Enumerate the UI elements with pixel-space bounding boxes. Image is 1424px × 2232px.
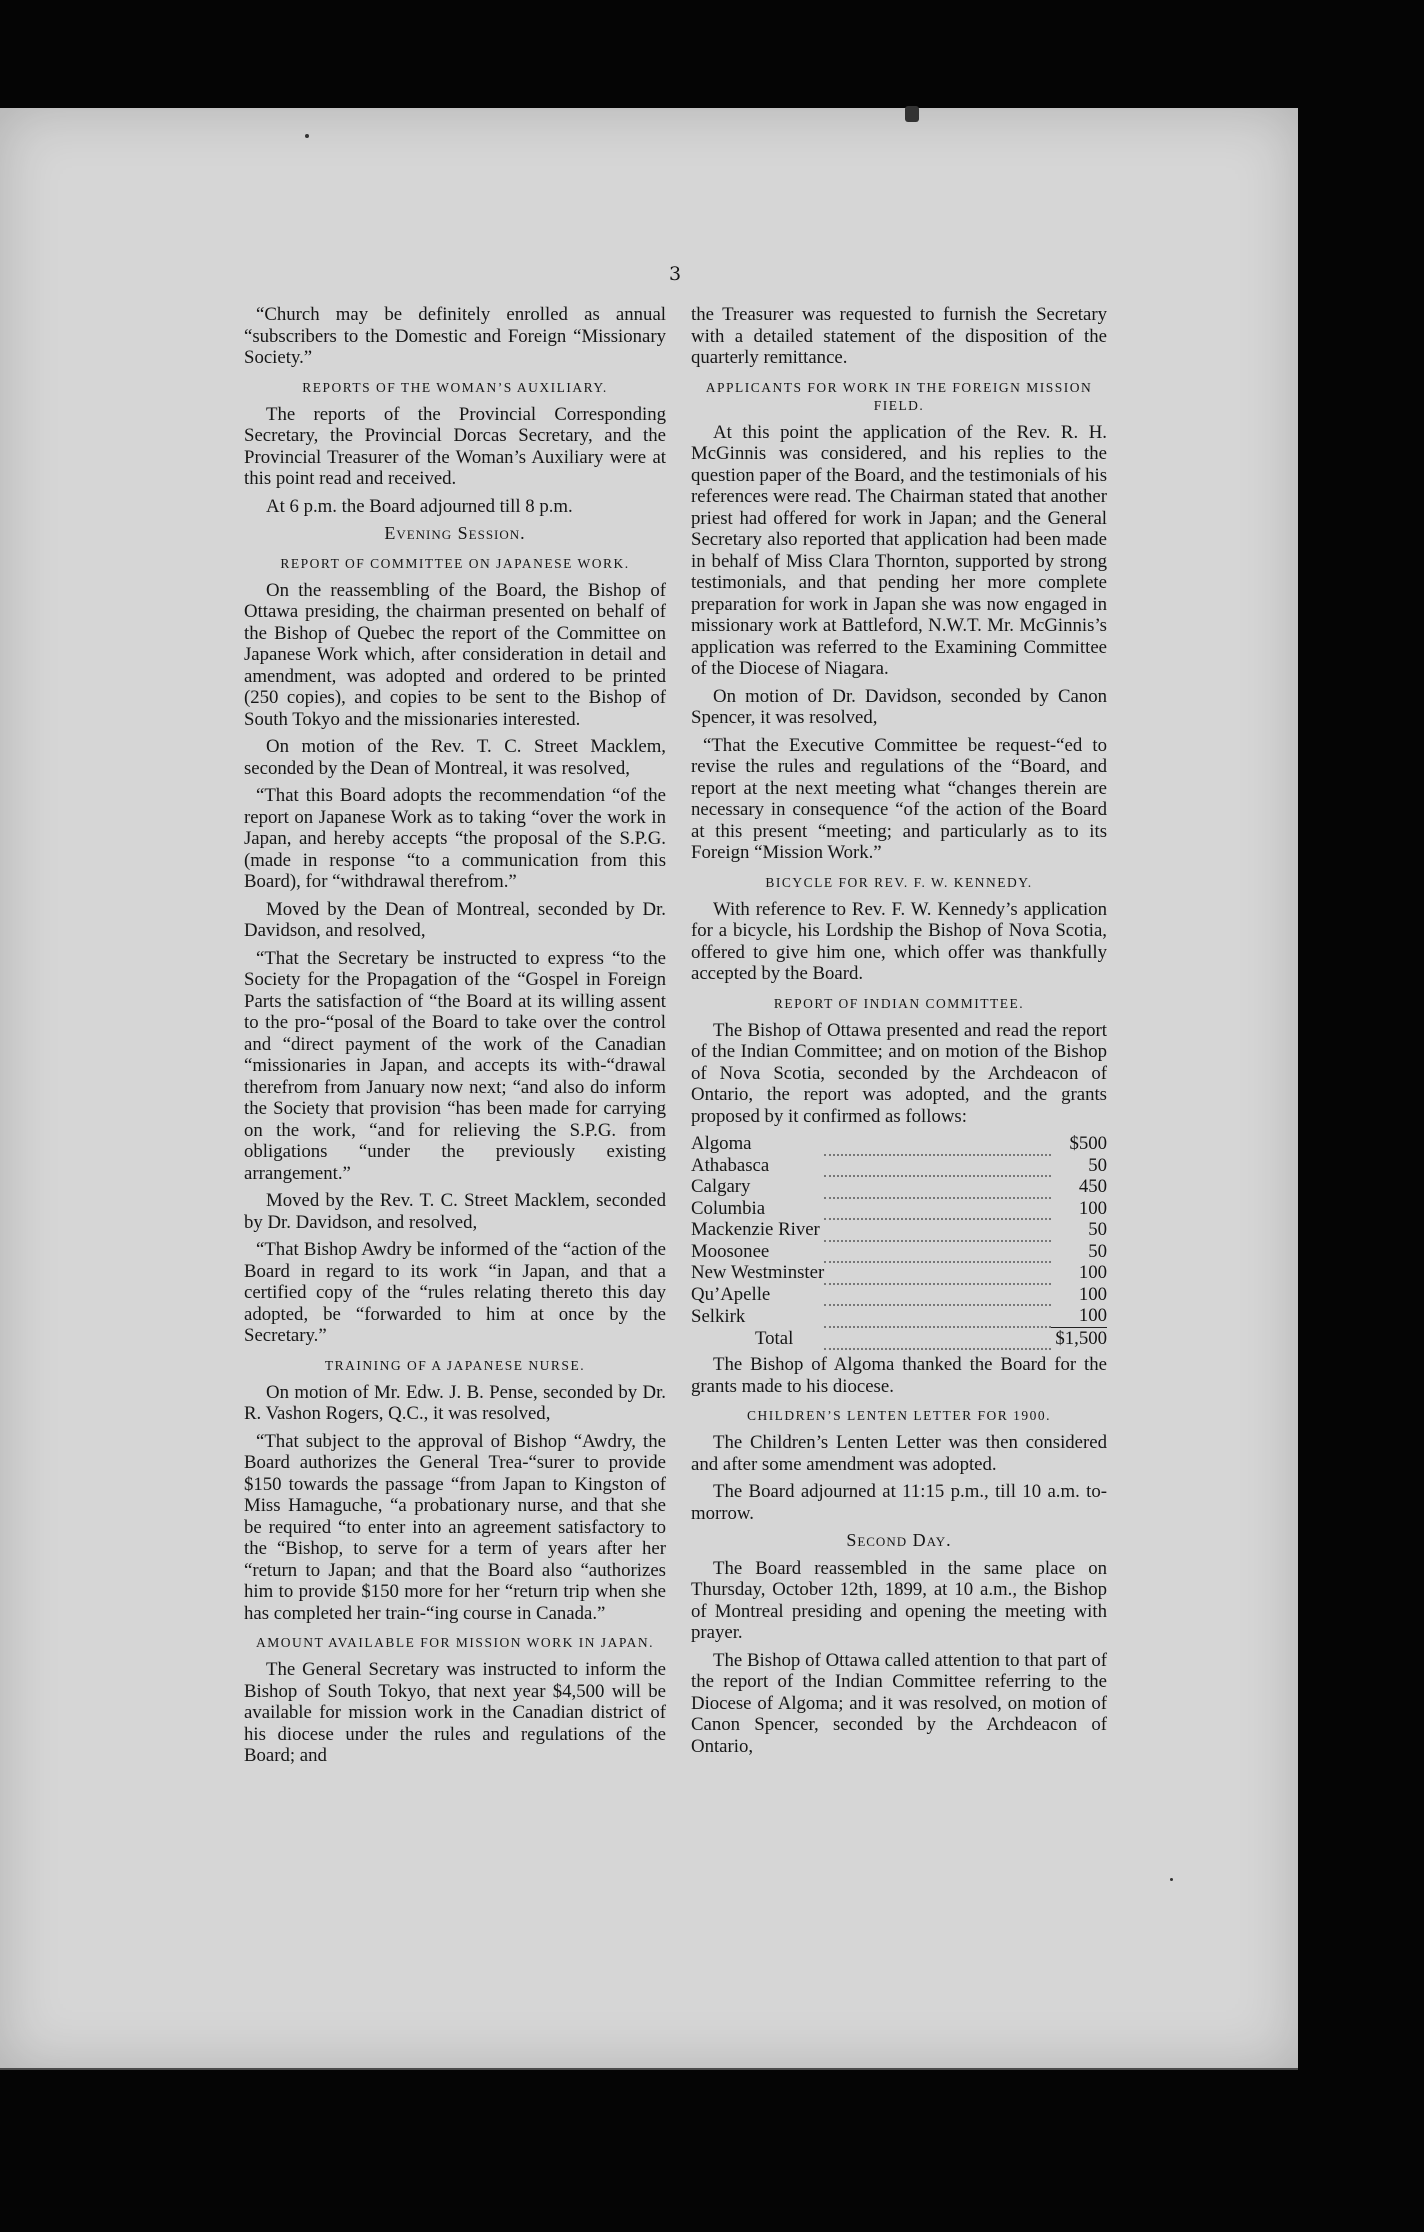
heading-japanese-nurse: TRAINING OF A JAPANESE NURSE. — [324, 1357, 586, 1373]
heading-japanese-work: REPORT OF COMMITTEE ON JAPANESE WORK. — [280, 555, 630, 571]
quote-bishop-awdry: “That Bishop Awdry be informed of the “action of the Board in regard to its work “in Japan, and that a certified copy of the “rules relating thereto this day adopted, be “forwarded to him at once by the Secretary.” — [244, 1239, 666, 1346]
paragraph-bicycle: With reference to Rev. F. W. Kennedy’s application for a bicycle, his Lordship the Bishop of Nova Scotia, offered to give him one, which offer was thankfully accepted by the Board. — [691, 898, 1107, 984]
grants-total-amount: $1,500 — [1051, 1327, 1107, 1349]
paragraph-moved-dean: Moved by the Dean of Montreal, seconded by Dr. Davidson, and resolved, — [244, 898, 666, 941]
leader-dots — [824, 1257, 1051, 1279]
grant-diocese: Algoma — [691, 1133, 752, 1154]
leader-dots — [824, 1128, 1051, 1150]
grant-amount: 100 — [1078, 1197, 1107, 1219]
heading-bicycle: BICYCLE FOR REV. F. W. KENNEDY. — [765, 874, 1033, 890]
grants-total-row — [691, 1327, 1107, 1349]
leader-dots — [824, 1279, 1051, 1301]
leader-dots — [824, 1171, 1051, 1193]
quote-executive-committee: “That the Executive Committee be request-“ed to revise the rules and regulations of the “Board, and report at the next meeting what “changes therein are necessary in consequence “of the action of the Board at this present “meeting; and particularly as to its Foreign “Mission Work.” — [691, 734, 1107, 863]
grant-diocese: Qu’Apelle — [691, 1283, 771, 1305]
left-column — [244, 304, 666, 1773]
paragraph-moved-macklem: Moved by the Rev. T. C. Street Macklem, seconded by Dr. Davidson, and resolved, — [244, 1190, 666, 1233]
paragraph-amount: The General Secretary was instructed to inform the Bishop of South Tokyo, that next year $4,500 will be available for mission work in the Canadian district of his diocese under the rules and regulations of the Board; and — [244, 1659, 666, 1766]
paragraph-reassembled: The Board reassembled in the same place on Thursday, October 12th, 1899, at 10 a.m., the Bishop of Montreal presiding and opening the meeting with prayer. — [691, 1557, 1107, 1643]
heading-amount-available: AMOUNT AVAILABLE FOR MISSION WORK IN JAPAN. — [256, 1635, 654, 1650]
heading-lenten-letter: CHILDREN’S LENTEN LETTER FOR 1900. — [746, 1408, 1052, 1423]
grant-diocese: Calgary — [691, 1176, 751, 1197]
paragraph-womans-auxiliary: The reports of the Provincial Corresponding Secretary, the Provincial Dorcas Secretary, and the Provincial Treasurer of the Woman’s Auxiliary were at this point read and received. — [244, 403, 666, 489]
paragraph-ottawa-attention: The Bishop of Ottawa called attention to that part of the report of the Indian Committee referring to the Diocese of Algoma; and it was resolved, on motion of Canon Spencer, seconded by the Archdeacon of Ontario, — [691, 1649, 1107, 1757]
grant-diocese: Athabasca — [691, 1154, 770, 1176]
grant-amount: $500 — [1069, 1133, 1107, 1154]
leader-dots — [824, 1193, 1051, 1215]
right-column — [691, 304, 1107, 1763]
leader-dots — [824, 1322, 1051, 1344]
grant-amount: 100 — [1078, 1305, 1107, 1326]
intro-quote: “Church may be definitely enrolled as annual “subscribers to the Domestic and Foreign “Missionary Society.” — [244, 304, 666, 368]
page-number: 3 — [669, 263, 682, 285]
grant-amount: 50 — [1088, 1219, 1107, 1240]
paragraph-applicants: At this point the application of the Rev. R. H. McGinnis was considered, and his replies to the question paper of the Board, and the testimonials of his references were read. The Chairman stated that another priest had offered for work in Japan; and the General Secretary also reported that application had been made in behalf of Miss Clara Thornton, supported by strong testimonials, and that pending her more complete preparation for work in Japan she was now engaged in missionary work at Battleford, N.W.T. Mr. McGinnis’s application was referred to the Examining Committee of the Diocese of Niagara. — [691, 421, 1107, 679]
quote-nurse: “That subject to the approval of Bishop “Awdry, the Board authorizes the General Trea-“surer to provide $150 towards the passage “from Japan to Kingston of Miss Hamaguche, “a probationary nurse, and that she be required “to enter into an agreement satisfactory to the “Bishop, to serve for a term of years after her “return to Japan; and that the Board also “authorizes him to provide $150 more for her “return trip when she has completed her train-“ing course in Canada.” — [244, 1430, 666, 1624]
leader-dots — [824, 1300, 1051, 1322]
leader-dots — [824, 1214, 1051, 1236]
heading-applicants: APPLICANTS FOR WORK IN THE FOREIGN MISSION FIELD. — [705, 379, 1093, 413]
page-paper — [0, 108, 1298, 2070]
heading-indian-committee: REPORT OF INDIAN COMMITTEE. — [773, 995, 1025, 1011]
grant-amount: 50 — [1088, 1240, 1107, 1262]
grant-diocese: Moosonee — [691, 1240, 770, 1262]
heading-womans-auxiliary: REPORTS OF THE WOMAN’S AUXILIARY. — [302, 379, 608, 395]
grant-diocese: Selkirk — [691, 1305, 746, 1327]
paragraph-davidson-motion: On motion of Dr. Davidson, seconded by Canon Spencer, it was resolved, — [691, 685, 1107, 728]
grant-amount: 450 — [1078, 1176, 1107, 1197]
grant-diocese: New Westminster — [691, 1262, 825, 1283]
paragraph-algoma-thanks: The Bishop of Algoma thanked the Board for the grants made to his diocese. — [691, 1354, 1107, 1397]
leader-dots — [824, 1236, 1051, 1258]
paper-speck — [905, 106, 919, 122]
grants-table — [691, 1133, 1107, 1350]
heading-second-day: Second Day. — [846, 1530, 952, 1550]
paragraph-treasurer: the Treasurer was requested to furnish the Secretary with a detailed statement of the disposition of the quarterly remittance. — [691, 304, 1107, 368]
paragraph-adjourn: At 6 p.m. the Board adjourned till 8 p.m. — [266, 495, 573, 517]
grant-amount: 100 — [1078, 1283, 1107, 1305]
grant-amount: 100 — [1078, 1262, 1107, 1283]
grants-total-label: Total — [755, 1327, 794, 1349]
paragraph-adjourn-morrow: The Board adjourned at 11:15 p.m., till 10 a.m. to-morrow. — [691, 1481, 1107, 1524]
grant-diocese: Mackenzie River — [691, 1219, 820, 1240]
quote-adopt-recommendation: “That this Board adopts the recommendation “of the report on Japanese Work as to taking “over the work in Japan, and hereby accepts “the proposal of the S.P.G. (made in response “to a communication from this Board), for “withdrawal therefrom.” — [244, 785, 666, 892]
grant-diocese: Columbia — [691, 1197, 766, 1219]
quote-secretary-instructed: “That the Secretary be instructed to express “to the Society for the Propagation of the “Gospel in Foreign Parts the satisfaction of “the Board at its willing assent to the pro-“posal of the Board to take over the control and “direct payment of the work of the Canadian “missionaries in Japan, and accepts its with-“drawal therefrom from January now next; “and also do inform the Society that provision “has been made for carrying on the work, “and for relieving the S.P.G. from obligations “under the previously existing arrangement.” — [244, 947, 666, 1184]
paragraph-indian-committee: The Bishop of Ottawa presented and read the report of the Indian Committee; and on motion of the Bishop of Nova Scotia, seconded by the Archdeacon of Ontario, the report was adopted, and the grants proposed by it confirmed as follows: — [691, 1019, 1107, 1127]
heading-evening-session: Evening Session. — [384, 523, 526, 543]
paper-speck — [1170, 1878, 1173, 1881]
paragraph-nurse-motion: On motion of Mr. Edw. J. B. Pense, seconded by Dr. R. Vashon Rogers, Q.C., it was resolved, — [244, 1381, 666, 1424]
paragraph-reassembling: On the reassembling of the Board, the Bishop of Ottawa presiding, the chairman presented on behalf of the Bishop of Quebec the report of the Committee on Japanese Work which, after consideration in detail and amendment, was adopted and ordered to be printed (250 copies), and copies to be sent to the Bishop of South Tokyo and the missionaries interested. — [244, 579, 666, 730]
paragraph-motion-macklem: On motion of the Rev. T. C. Street Macklem, seconded by the Dean of Montreal, it was resolved, — [244, 736, 666, 779]
paper-speck — [305, 134, 309, 138]
leader-dots — [824, 1150, 1051, 1172]
paragraph-lenten-letter: The Children’s Lenten Letter was then considered and after some amendment was adopted. — [691, 1432, 1107, 1475]
grant-amount: 50 — [1088, 1154, 1107, 1176]
